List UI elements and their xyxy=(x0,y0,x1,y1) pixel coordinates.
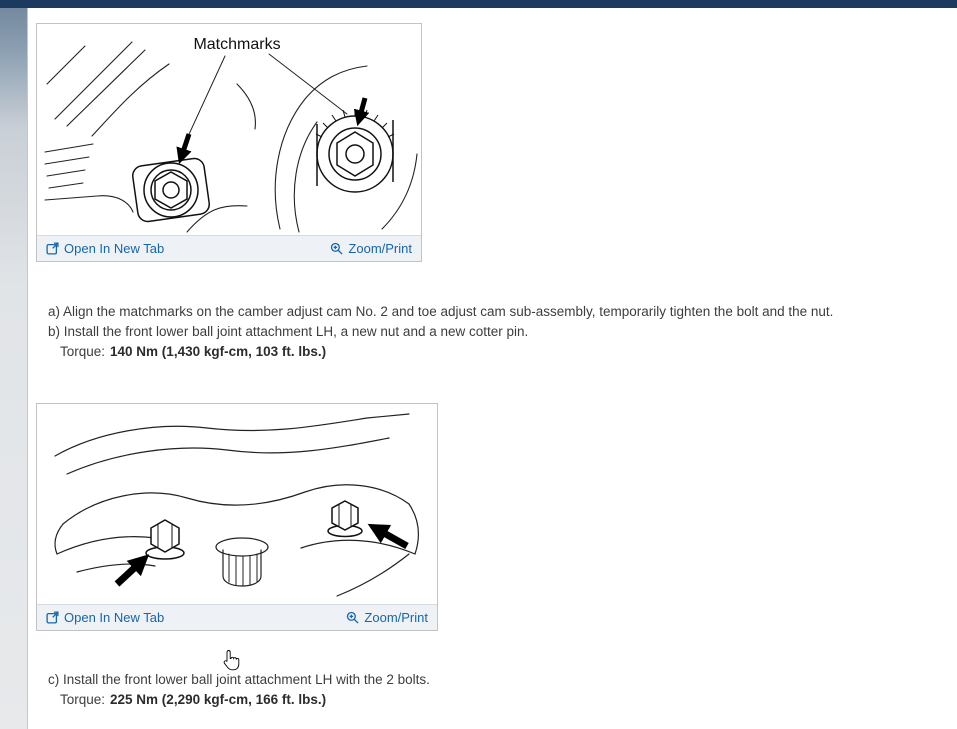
figure1-illustration xyxy=(37,24,421,235)
torque-c-value: 225 Nm (2,290 kgf-cm, 166 ft. lbs.) xyxy=(110,692,327,707)
torque-b-value: 140 Nm (1,430 kgf-cm, 103 ft. lbs.) xyxy=(110,344,327,359)
figure2-illustration xyxy=(37,404,437,604)
external-link-icon xyxy=(46,611,59,624)
figure1-image xyxy=(37,24,421,235)
torque-c-line xyxy=(60,692,326,707)
torque-b-line xyxy=(60,344,326,359)
figure-panel-ball-joint xyxy=(36,403,438,631)
zoom-icon xyxy=(330,242,343,255)
figure1-open-in-new-tab-link[interactable] xyxy=(46,241,164,256)
mouse-cursor xyxy=(222,650,240,672)
figure2-zoom-print-link[interactable] xyxy=(346,610,428,625)
figure2-footer xyxy=(37,604,437,630)
external-link-icon xyxy=(46,242,59,255)
figure1-open-link-label: Open In New Tab xyxy=(64,241,165,256)
step-a-text: a) Align the matchmarks on the camber adjust cam No. 2 and toe adjust cam sub-assembly, temporarily tighten the bolt and the nut. xyxy=(48,304,834,319)
window-top-bar xyxy=(0,0,957,8)
figure1-footer xyxy=(37,235,421,261)
figure2-image xyxy=(37,404,437,604)
step-c-text: c) Install the front lower ball joint attachment LH with the 2 bolts. xyxy=(48,672,430,687)
figure2-open-in-new-tab-link[interactable] xyxy=(46,610,164,625)
figure2-zoom-link-label: Zoom/Print xyxy=(364,610,428,625)
figure1-matchmarks-label: Matchmarks xyxy=(193,36,281,53)
figure1-zoom-link-label: Zoom/Print xyxy=(348,241,412,256)
zoom-icon xyxy=(346,611,359,624)
figure1-zoom-print-link[interactable] xyxy=(330,241,412,256)
background-window-edge xyxy=(0,8,28,729)
torque-b-label: Torque: xyxy=(60,344,106,359)
figure-panel-matchmarks xyxy=(36,23,422,262)
step-b-text: b) Install the front lower ball joint attachment LH, a new nut and a new cotter pin. xyxy=(48,324,529,339)
torque-c-label: Torque: xyxy=(60,692,106,707)
figure2-open-link-label: Open In New Tab xyxy=(64,610,165,625)
